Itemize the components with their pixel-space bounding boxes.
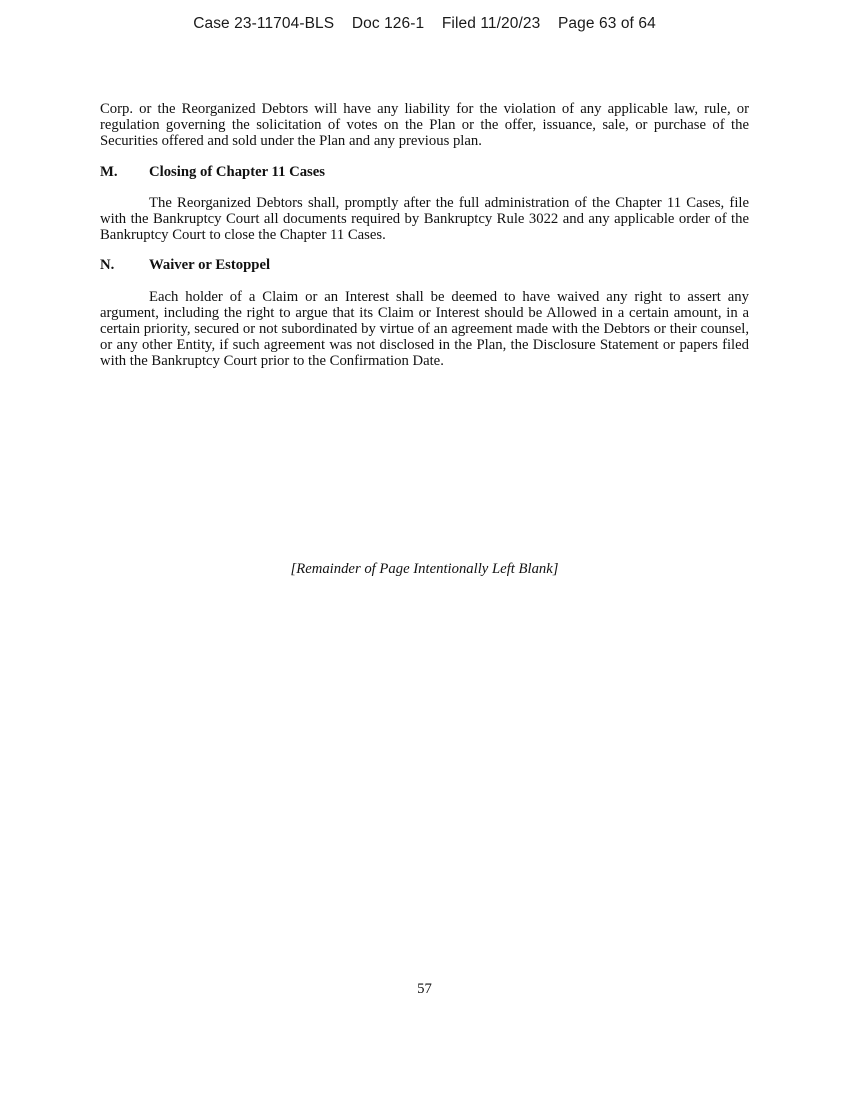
section-heading-n (100, 257, 749, 273)
continuation-paragraph: Corp. or the Reorganized Debtors will have any liability for the violation of any applicable law, rule, or regulation governing the solicitation of votes on the Plan or the offer, issuance, sale, or purchase of the Securities offered and sold under the Plan and any previous plan. (100, 101, 749, 150)
case-header-stamp: Case 23-11704-BLS Doc 126-1 Filed 11/20/23 Page 63 of 64 (193, 15, 656, 32)
section-m-paragraph: The Reorganized Debtors shall, promptly after the full administration of the Chapter 11 Cases, file with the Bankruptcy Court all documents required by Bankruptcy Rule 3022 and any applicable order of the Bankruptcy Court to close the Chapter 11 Cases. (100, 194, 749, 244)
page-number: 57 (417, 981, 432, 997)
section-letter-m: M. (100, 163, 118, 180)
document-body (100, 101, 749, 370)
section-heading-m (100, 164, 749, 180)
section-title-n: Waiver or Estoppel (149, 257, 271, 274)
section-title-m: Closing of Chapter 11 Cases (149, 163, 325, 180)
remainder-blank-note: [Remainder of Page Intentionally Left Blank] (290, 561, 559, 577)
section-n-paragraph: Each holder of a Claim or an Interest shall be deemed to have waived any right to assert any argument, including the right to argue that its Claim or Interest should be Allowed in a certain amount, in a certain priority, secured or not subordinated by virtue of an agreement made with the Debtors or their counsel, or any other Entity, if such agreement was not disclosed in the Plan, the Disclosure Statement or papers filed with the Bankruptcy Court prior to the Confirmation Date. (100, 288, 749, 370)
section-letter-n: N. (100, 257, 115, 274)
